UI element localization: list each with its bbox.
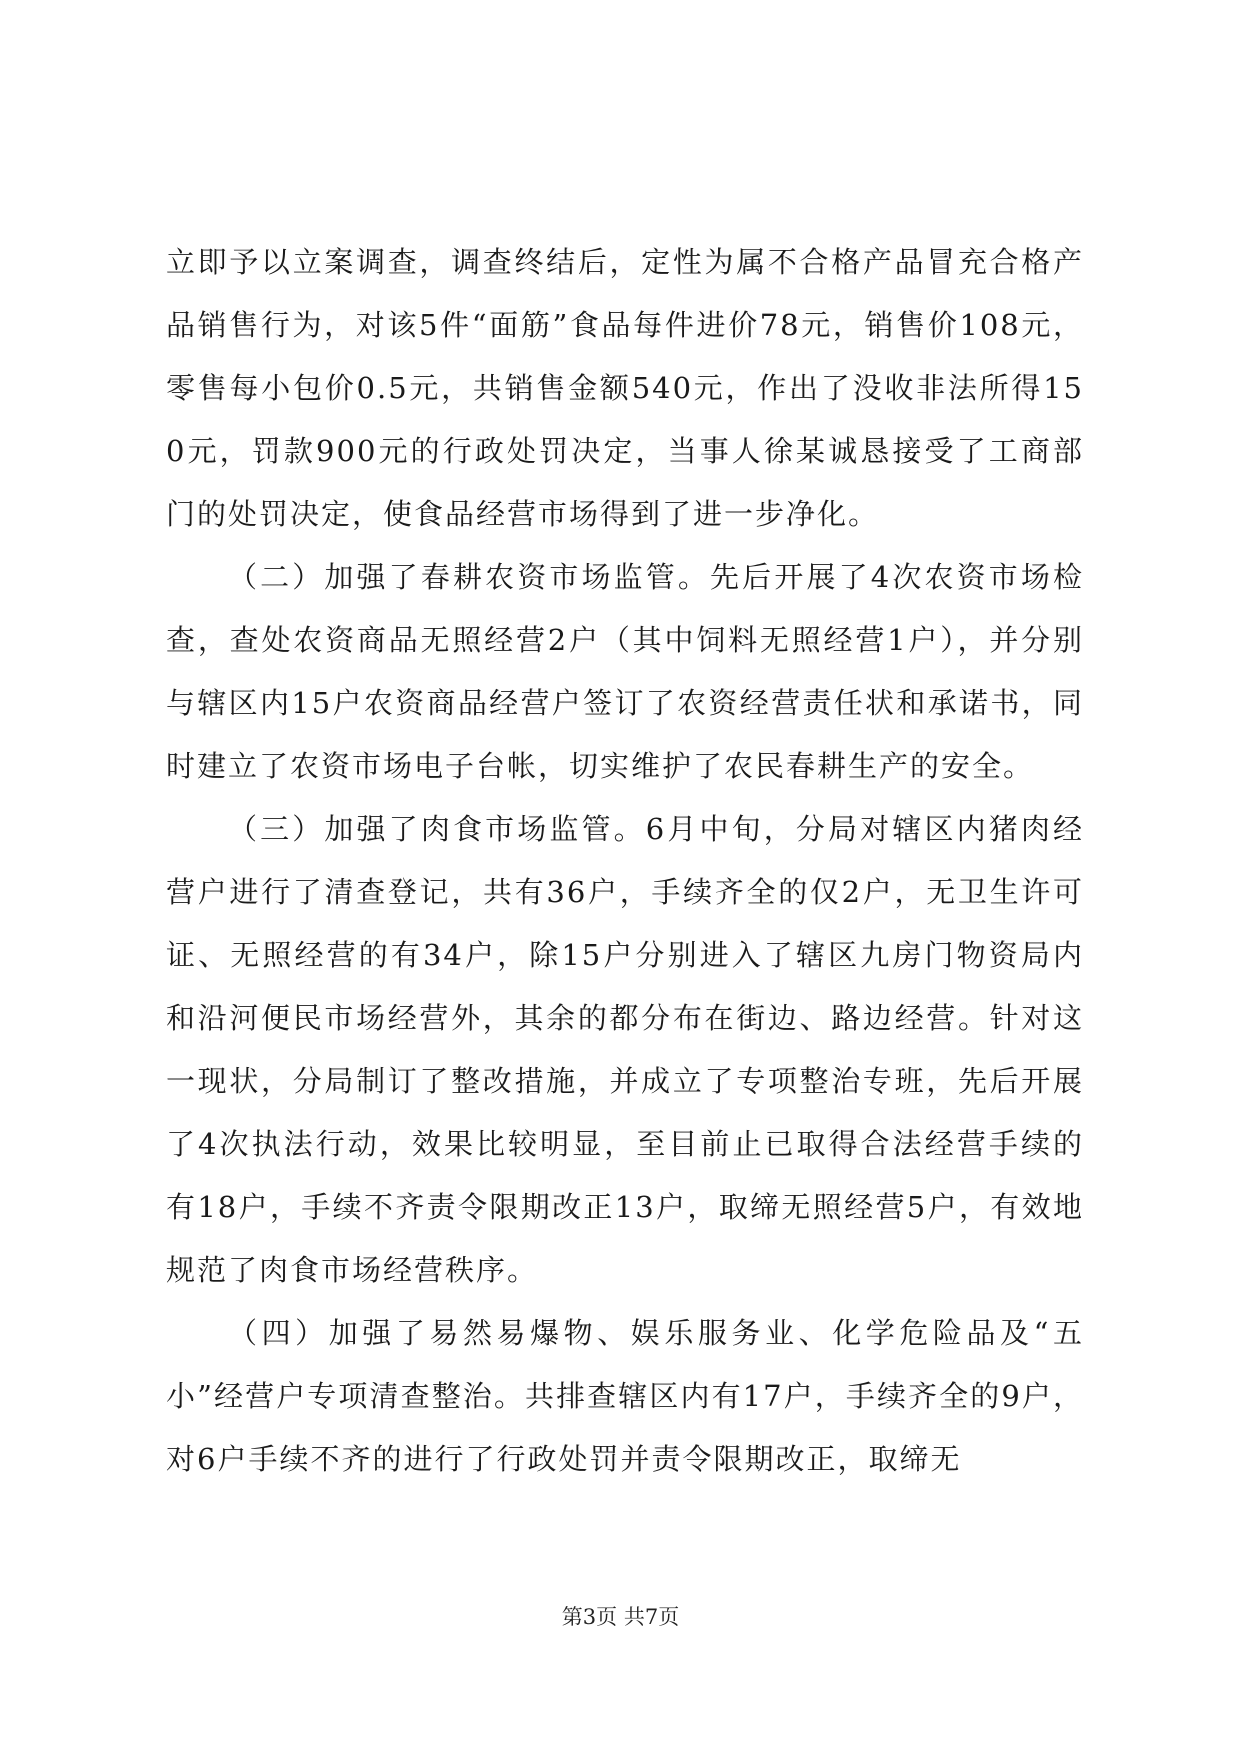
paragraph-continuation: 立即予以立案调查，调查终结后，定性为属不合格产品冒充合格产品销售行为，对该5件“面筋”食品每件进价78元，销售价108元，零售每小包价0.5元，共销售金额540元，作出了没收非法所得150元，罚款900元的行政处罚决定，当事人徐某诚恳接受了工商部门的处罚决定，使食品经营市场得到了进一步净化。: [166, 245, 1084, 531]
paragraph-spring-farming-supervision: （二）加强了春耕农资市场监管。先后开展了4次农资市场检查，查处农资商品无照经营2户（其中饲料无照经营1户），并分别与辖区内15户农资商品经营户签订了农资经营责任状和承诺书，同时建立了农资市场电子台帐，切实维护了农民春耕生产的安全。: [166, 560, 1084, 783]
paragraph-hazardous-goods-inspection: （四）加强了易然易爆物、娱乐服务业、化学危险品及“五小”经营户专项清查整治。共排查辖区内有17户，手续齐全的9户，对6户手续不齐的进行了行政处罚并责令限期改正，取缔无: [166, 1316, 1084, 1476]
page-footer: 第3页 共7页: [561, 1605, 680, 1629]
paragraph-meat-market-supervision: （三）加强了肉食市场监管。6月中旬，分局对辖区内猪肉经营户进行了清查登记，共有36户，手续齐全的仅2户，无卫生许可证、无照经营的有34户，除15户分别进入了辖区九房门物资局内和沿河便民市场经营外，其余的都分布在街边、路边经营。针对这一现状，分局制订了整改措施，并成立了专项整治专班，先后开展了4次执法行动，效果比较明显，至目前止已取得合法经营手续的有18户，手续不齐责令限期改正13户，取缔无照经营5户，有效地规范了肉食市场经营秩序。: [166, 812, 1084, 1287]
body-text: [166, 231, 1084, 1491]
